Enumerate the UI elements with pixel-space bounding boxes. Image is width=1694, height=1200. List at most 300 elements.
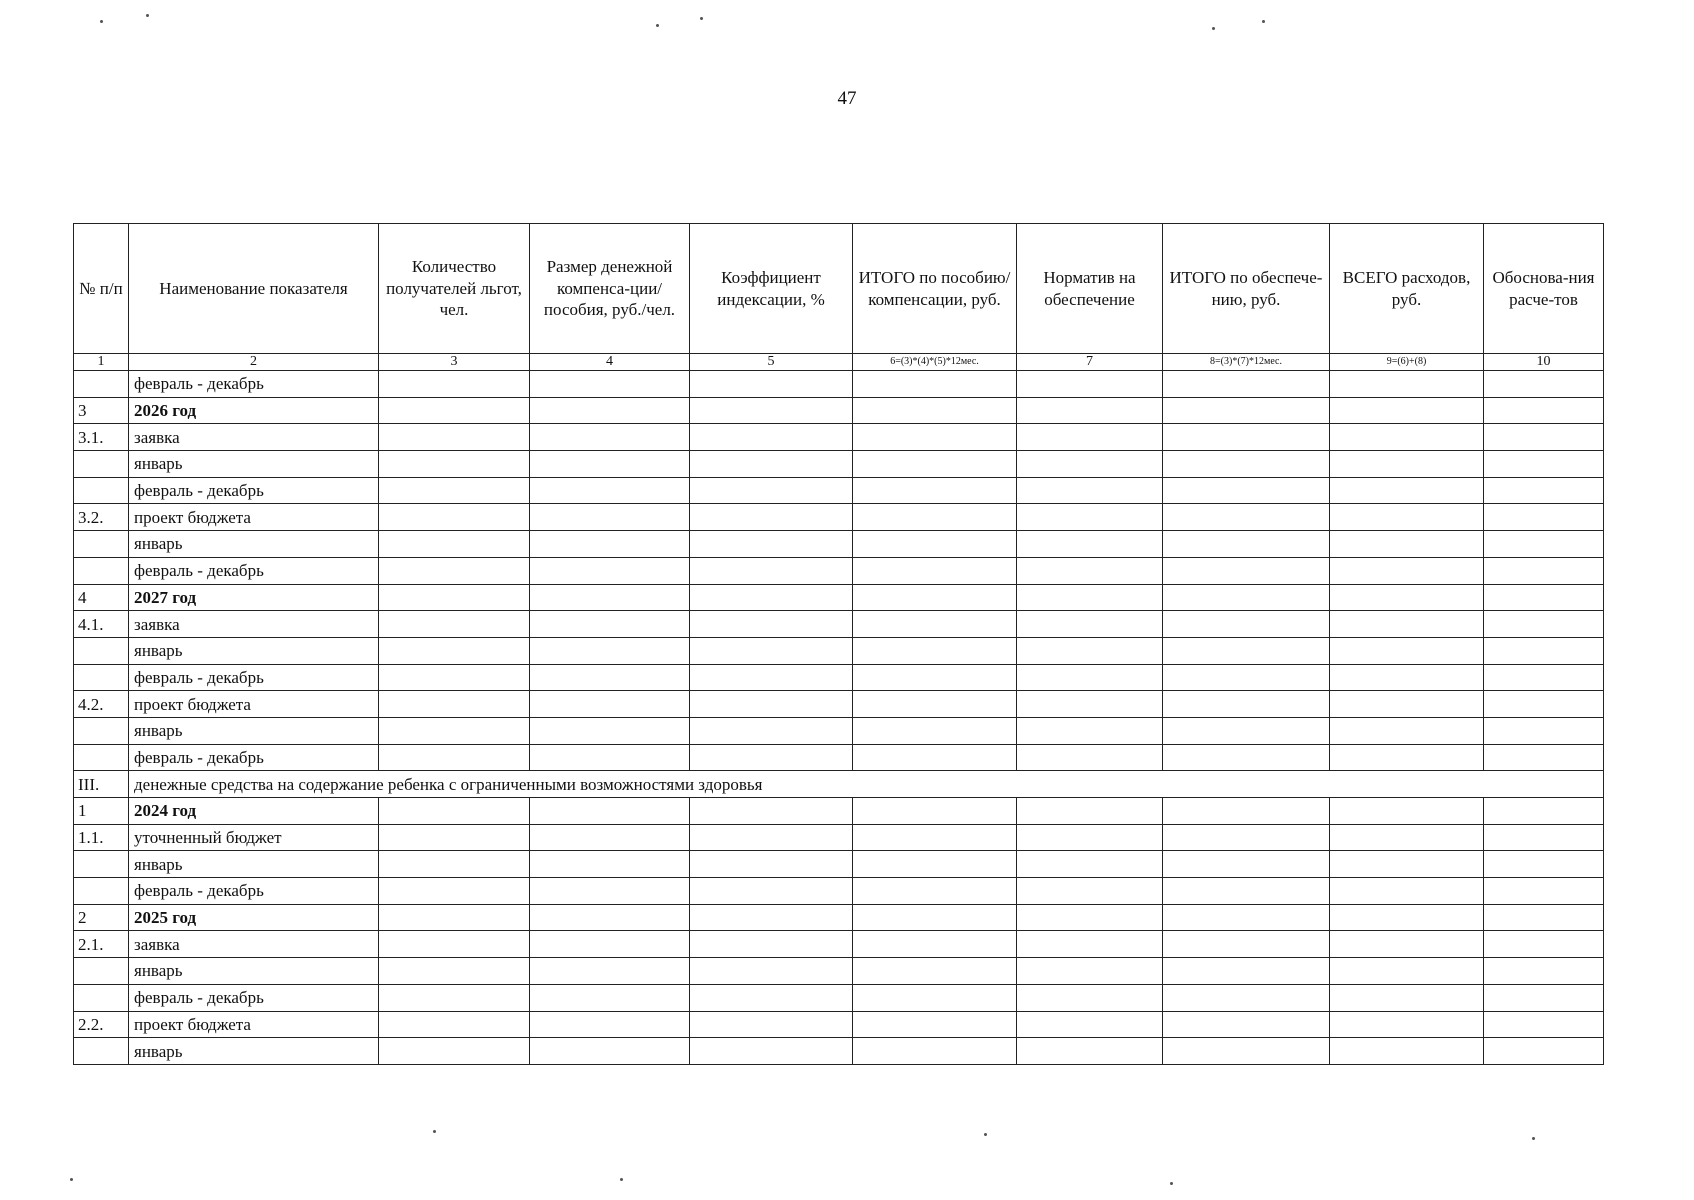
row-number — [74, 851, 129, 878]
empty-cell — [379, 371, 530, 398]
empty-cell — [530, 958, 690, 985]
empty-cell — [853, 824, 1017, 851]
empty-cell — [1330, 931, 1484, 958]
row-number — [74, 371, 129, 398]
empty-cell — [530, 691, 690, 718]
empty-cell — [530, 584, 690, 611]
empty-cell — [1163, 424, 1330, 451]
empty-cell — [379, 931, 530, 958]
empty-cell — [1330, 984, 1484, 1011]
empty-cell — [530, 851, 690, 878]
empty-cell — [1330, 744, 1484, 771]
empty-cell — [1330, 637, 1484, 664]
empty-cell — [1163, 851, 1330, 878]
empty-cell — [690, 451, 853, 478]
empty-cell — [1484, 664, 1604, 691]
empty-cell — [1163, 931, 1330, 958]
row-label: 2027 год — [129, 584, 379, 611]
empty-cell — [530, 504, 690, 531]
row-label: январь — [129, 451, 379, 478]
empty-cell — [690, 557, 853, 584]
empty-cell — [853, 424, 1017, 451]
empty-cell — [1017, 798, 1163, 825]
empty-cell — [853, 584, 1017, 611]
table-row — [74, 904, 1604, 931]
empty-cell — [690, 664, 853, 691]
row-label: проект бюджета — [129, 691, 379, 718]
empty-cell — [1163, 371, 1330, 398]
row-label: проект бюджета — [129, 1011, 379, 1038]
empty-cell — [690, 824, 853, 851]
table-body — [74, 371, 1604, 1065]
empty-cell — [1484, 531, 1604, 558]
empty-cell — [1017, 424, 1163, 451]
empty-cell — [1484, 477, 1604, 504]
empty-cell — [1017, 744, 1163, 771]
empty-cell — [1330, 664, 1484, 691]
empty-cell — [530, 451, 690, 478]
row-number — [74, 557, 129, 584]
empty-cell — [379, 424, 530, 451]
empty-cell — [1163, 637, 1330, 664]
row-number — [74, 531, 129, 558]
empty-cell — [1484, 504, 1604, 531]
row-label: январь — [129, 851, 379, 878]
table-row — [74, 1038, 1604, 1065]
empty-cell — [1330, 424, 1484, 451]
empty-cell — [1484, 584, 1604, 611]
empty-cell — [1017, 664, 1163, 691]
header-total-provision: ИТОГО по обеспече-нию, руб. — [1163, 224, 1330, 354]
empty-cell — [530, 931, 690, 958]
empty-cell — [1017, 477, 1163, 504]
empty-cell — [1484, 984, 1604, 1011]
empty-cell — [690, 637, 853, 664]
empty-cell — [1017, 371, 1163, 398]
column-number: 1 — [74, 354, 129, 371]
empty-cell — [530, 744, 690, 771]
column-number: 9=(6)+(8) — [1330, 354, 1484, 371]
empty-cell — [853, 397, 1017, 424]
column-number: 5 — [690, 354, 853, 371]
row-number: 4.2. — [74, 691, 129, 718]
empty-cell — [1163, 504, 1330, 531]
empty-cell — [1017, 904, 1163, 931]
table-row — [74, 451, 1604, 478]
empty-cell — [1484, 1038, 1604, 1065]
empty-cell — [853, 1011, 1017, 1038]
empty-cell — [530, 397, 690, 424]
table-row — [74, 557, 1604, 584]
row-number — [74, 878, 129, 905]
empty-cell — [530, 477, 690, 504]
row-label: февраль - декабрь — [129, 371, 379, 398]
empty-cell — [853, 557, 1017, 584]
row-number — [74, 984, 129, 1011]
empty-cell — [1330, 904, 1484, 931]
column-number: 7 — [1017, 354, 1163, 371]
empty-cell — [1484, 557, 1604, 584]
table-row — [74, 691, 1604, 718]
row-number — [74, 717, 129, 744]
scan-speck — [1212, 27, 1215, 30]
row-number: 4 — [74, 584, 129, 611]
empty-cell — [1484, 878, 1604, 905]
empty-cell — [1484, 1011, 1604, 1038]
row-label: январь — [129, 637, 379, 664]
table-row — [74, 611, 1604, 638]
scan-speck — [1170, 1182, 1173, 1185]
table-row — [74, 504, 1604, 531]
empty-cell — [379, 691, 530, 718]
empty-cell — [1017, 557, 1163, 584]
table-row — [74, 958, 1604, 985]
empty-cell — [1330, 531, 1484, 558]
row-number — [74, 451, 129, 478]
empty-cell — [379, 1011, 530, 1038]
empty-cell — [853, 744, 1017, 771]
empty-cell — [379, 798, 530, 825]
empty-cell — [853, 984, 1017, 1011]
empty-cell — [853, 851, 1017, 878]
row-label: февраль - декабрь — [129, 878, 379, 905]
empty-cell — [1484, 397, 1604, 424]
empty-cell — [1163, 878, 1330, 905]
empty-cell — [530, 1038, 690, 1065]
row-label: 2024 год — [129, 798, 379, 825]
empty-cell — [1017, 531, 1163, 558]
empty-cell — [853, 931, 1017, 958]
empty-cell — [853, 1038, 1017, 1065]
empty-cell — [1330, 1038, 1484, 1065]
empty-cell — [530, 1011, 690, 1038]
empty-cell — [690, 1038, 853, 1065]
table-row — [74, 771, 1604, 798]
row-label: заявка — [129, 611, 379, 638]
empty-cell — [1017, 931, 1163, 958]
empty-cell — [853, 531, 1017, 558]
empty-cell — [690, 717, 853, 744]
row-number — [74, 637, 129, 664]
empty-cell — [1330, 798, 1484, 825]
empty-cell — [690, 878, 853, 905]
empty-cell — [1330, 1011, 1484, 1038]
header-justification: Обоснова-ния расче-тов — [1484, 224, 1604, 354]
empty-cell — [1017, 451, 1163, 478]
empty-cell — [379, 824, 530, 851]
empty-cell — [1163, 584, 1330, 611]
empty-cell — [1330, 504, 1484, 531]
empty-cell — [690, 904, 853, 931]
row-number: 2.1. — [74, 931, 129, 958]
table-row — [74, 397, 1604, 424]
column-number: 2 — [129, 354, 379, 371]
empty-cell — [1484, 851, 1604, 878]
empty-cell — [1163, 798, 1330, 825]
empty-cell — [1330, 451, 1484, 478]
empty-cell — [853, 371, 1017, 398]
empty-cell — [379, 611, 530, 638]
row-number: 3.1. — [74, 424, 129, 451]
empty-cell — [1484, 424, 1604, 451]
empty-cell — [530, 798, 690, 825]
row-label: февраль - декабрь — [129, 744, 379, 771]
empty-cell — [1484, 931, 1604, 958]
row-label: денежные средства на содержание ребенка с ограниченными возможностями здоровья — [129, 771, 1604, 798]
header-recipients-count: Количество получателей льгот, чел. — [379, 224, 530, 354]
empty-cell — [379, 397, 530, 424]
table-row — [74, 744, 1604, 771]
scan-speck — [70, 1178, 73, 1181]
empty-cell — [1484, 691, 1604, 718]
empty-cell — [1017, 637, 1163, 664]
empty-cell — [1017, 504, 1163, 531]
row-label: январь — [129, 1038, 379, 1065]
empty-cell — [1163, 1011, 1330, 1038]
empty-cell — [853, 717, 1017, 744]
empty-cell — [379, 984, 530, 1011]
empty-cell — [690, 531, 853, 558]
empty-cell — [1330, 557, 1484, 584]
header-provision-standard: Норматив на обеспечение — [1017, 224, 1163, 354]
empty-cell — [1163, 1038, 1330, 1065]
empty-cell — [379, 477, 530, 504]
column-number: 10 — [1484, 354, 1604, 371]
empty-cell — [690, 504, 853, 531]
row-number: 1.1. — [74, 824, 129, 851]
column-number: 6=(3)*(4)*(5)*12мес. — [853, 354, 1017, 371]
empty-cell — [1484, 371, 1604, 398]
empty-cell — [1017, 851, 1163, 878]
table-row — [74, 824, 1604, 851]
empty-cell — [379, 717, 530, 744]
empty-cell — [379, 904, 530, 931]
empty-cell — [853, 691, 1017, 718]
row-number — [74, 664, 129, 691]
empty-cell — [1484, 798, 1604, 825]
empty-cell — [1330, 611, 1484, 638]
row-label: февраль - декабрь — [129, 984, 379, 1011]
table-row — [74, 477, 1604, 504]
empty-cell — [530, 717, 690, 744]
empty-cell — [1163, 958, 1330, 985]
row-label: февраль - декабрь — [129, 477, 379, 504]
header-indicator-name: Наименование показателя — [129, 224, 379, 354]
table-row — [74, 984, 1604, 1011]
scan-speck — [1532, 1137, 1535, 1140]
table-row — [74, 878, 1604, 905]
empty-cell — [690, 371, 853, 398]
row-label: февраль - декабрь — [129, 557, 379, 584]
empty-cell — [1484, 717, 1604, 744]
table-row — [74, 531, 1604, 558]
empty-cell — [530, 611, 690, 638]
empty-cell — [853, 477, 1017, 504]
calculation-table — [73, 223, 1604, 1065]
empty-cell — [1017, 824, 1163, 851]
scan-speck — [656, 24, 659, 27]
empty-cell — [1330, 958, 1484, 985]
empty-cell — [530, 557, 690, 584]
empty-cell — [379, 637, 530, 664]
empty-cell — [1163, 984, 1330, 1011]
empty-cell — [379, 878, 530, 905]
empty-cell — [1330, 397, 1484, 424]
empty-cell — [853, 958, 1017, 985]
row-label: заявка — [129, 424, 379, 451]
empty-cell — [379, 664, 530, 691]
empty-cell — [1163, 557, 1330, 584]
table-row — [74, 584, 1604, 611]
empty-cell — [1017, 611, 1163, 638]
empty-cell — [853, 878, 1017, 905]
table-row — [74, 664, 1604, 691]
empty-cell — [1017, 958, 1163, 985]
empty-cell — [1017, 397, 1163, 424]
row-number: 4.1. — [74, 611, 129, 638]
column-number: 4 — [530, 354, 690, 371]
empty-cell — [1330, 477, 1484, 504]
empty-cell — [853, 664, 1017, 691]
header-compensation-amount: Размер денежной компенса-ции/пособия, руб./чел. — [530, 224, 690, 354]
scan-speck — [146, 14, 149, 17]
column-number: 3 — [379, 354, 530, 371]
empty-cell — [379, 531, 530, 558]
empty-cell — [853, 904, 1017, 931]
empty-cell — [690, 851, 853, 878]
row-label: январь — [129, 958, 379, 985]
row-number: 2.2. — [74, 1011, 129, 1038]
empty-cell — [690, 958, 853, 985]
header-total-expenses: ВСЕГО расходов, руб. — [1330, 224, 1484, 354]
page-number: 47 — [837, 88, 857, 109]
empty-cell — [379, 451, 530, 478]
column-number: 8=(3)*(7)*12мес. — [1163, 354, 1330, 371]
empty-cell — [1017, 691, 1163, 718]
row-number — [74, 477, 129, 504]
empty-cell — [530, 878, 690, 905]
empty-cell — [1163, 744, 1330, 771]
empty-cell — [853, 798, 1017, 825]
empty-cell — [690, 584, 853, 611]
empty-cell — [690, 984, 853, 1011]
empty-cell — [1484, 744, 1604, 771]
empty-cell — [1163, 904, 1330, 931]
empty-cell — [690, 1011, 853, 1038]
row-number: 3.2. — [74, 504, 129, 531]
empty-cell — [1330, 584, 1484, 611]
empty-cell — [1163, 477, 1330, 504]
empty-cell — [853, 611, 1017, 638]
row-label: январь — [129, 531, 379, 558]
empty-cell — [1017, 717, 1163, 744]
empty-cell — [690, 691, 853, 718]
table-row — [74, 371, 1604, 398]
scan-speck — [620, 1178, 623, 1181]
row-number — [74, 1038, 129, 1065]
scan-speck — [433, 1130, 436, 1133]
scan-speck — [1262, 20, 1265, 23]
empty-cell — [1484, 824, 1604, 851]
row-label: февраль - декабрь — [129, 664, 379, 691]
empty-cell — [690, 744, 853, 771]
empty-cell — [1163, 397, 1330, 424]
scan-speck — [700, 17, 703, 20]
empty-cell — [1330, 878, 1484, 905]
empty-cell — [690, 424, 853, 451]
empty-cell — [379, 1038, 530, 1065]
row-number: 1 — [74, 798, 129, 825]
empty-cell — [1017, 1038, 1163, 1065]
empty-cell — [379, 504, 530, 531]
empty-cell — [690, 931, 853, 958]
row-number — [74, 744, 129, 771]
empty-cell — [530, 904, 690, 931]
empty-cell — [1484, 611, 1604, 638]
header-indexation-coefficient: Коэффициент индексации, % — [690, 224, 853, 354]
table-header — [74, 224, 1604, 371]
row-label: 2025 год — [129, 904, 379, 931]
row-number: 2 — [74, 904, 129, 931]
table-row — [74, 798, 1604, 825]
empty-cell — [1017, 584, 1163, 611]
empty-cell — [1484, 637, 1604, 664]
empty-cell — [1017, 878, 1163, 905]
scan-speck — [984, 1133, 987, 1136]
empty-cell — [1163, 691, 1330, 718]
empty-cell — [530, 664, 690, 691]
empty-cell — [379, 584, 530, 611]
empty-cell — [1484, 451, 1604, 478]
empty-cell — [530, 824, 690, 851]
table-row — [74, 931, 1604, 958]
table-row — [74, 424, 1604, 451]
row-label: январь — [129, 717, 379, 744]
empty-cell — [1330, 371, 1484, 398]
empty-cell — [530, 424, 690, 451]
empty-cell — [1330, 824, 1484, 851]
header-row-number: № п/п — [74, 224, 129, 354]
row-number: III. — [74, 771, 129, 798]
empty-cell — [379, 557, 530, 584]
empty-cell — [1163, 824, 1330, 851]
row-number — [74, 958, 129, 985]
empty-cell — [1163, 611, 1330, 638]
row-label: уточненный бюджет — [129, 824, 379, 851]
empty-cell — [379, 744, 530, 771]
empty-cell — [379, 958, 530, 985]
empty-cell — [853, 451, 1017, 478]
empty-cell — [530, 531, 690, 558]
empty-cell — [530, 984, 690, 1011]
empty-cell — [853, 504, 1017, 531]
row-label: заявка — [129, 931, 379, 958]
empty-cell — [690, 611, 853, 638]
table-row — [74, 717, 1604, 744]
row-label: 2026 год — [129, 397, 379, 424]
empty-cell — [1330, 691, 1484, 718]
header-total-compensation: ИТОГО по пособию/ компенсации, руб. — [853, 224, 1017, 354]
table-row — [74, 1011, 1604, 1038]
empty-cell — [1484, 904, 1604, 931]
empty-cell — [1163, 664, 1330, 691]
empty-cell — [1330, 717, 1484, 744]
empty-cell — [690, 798, 853, 825]
table-row — [74, 637, 1604, 664]
row-number: 3 — [74, 397, 129, 424]
empty-cell — [1017, 1011, 1163, 1038]
empty-cell — [690, 477, 853, 504]
